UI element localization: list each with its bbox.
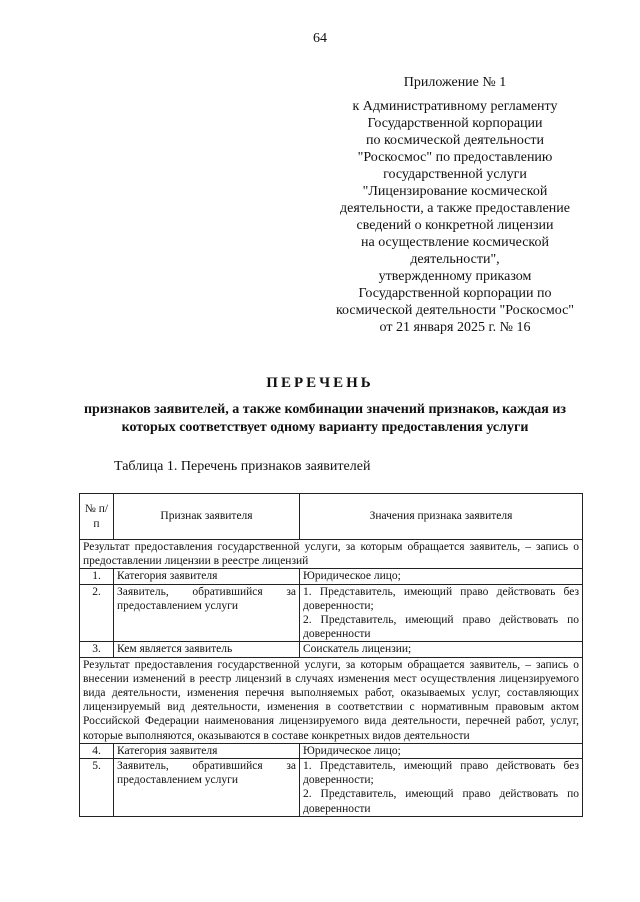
table-row (80, 759, 583, 817)
appendix-line: сведений о конкретной лицензии (356, 218, 554, 233)
applicant-signs-table (79, 493, 583, 817)
appendix-line: к Административному регламенту (352, 99, 558, 114)
row-value: Юридическое лицо; (300, 743, 583, 758)
row-sign: Заявитель, обратившийся за предоставлением услуги (114, 759, 300, 817)
table-header-row (80, 494, 583, 540)
header-sign: Признак заявителя (114, 494, 300, 540)
appendix-line: от 21 января 2025 г. № 16 (379, 320, 531, 335)
appendix-line: "Роскосмос" по предоставлению (357, 150, 553, 165)
appendix-line: космической деятельности "Роскосмос" (335, 303, 575, 318)
row-number: 4. (80, 743, 114, 758)
document-subheading: признаков заявителей, а также комбинации значений признаков, каждая из которых соответствует одному варианту предоставления услуги (83, 402, 567, 435)
row-value: Соискатель лицензии; (300, 642, 583, 657)
row-values (300, 584, 583, 642)
appendix-text (300, 98, 610, 336)
header-values: Значения признака заявителя (300, 494, 583, 540)
row-sign: Заявитель, обратившийся за предоставлением услуги (114, 584, 300, 642)
row-number: 1. (80, 569, 114, 584)
row-value: 2. Представитель, имеющий право действовать по доверенности (303, 788, 579, 815)
appendix-line: деятельности", (410, 252, 500, 267)
table-row (80, 584, 583, 642)
row-values (300, 759, 583, 817)
section-row (80, 657, 583, 743)
section-text: Результат предоставления государственной услуги, за которым обращается заявитель, – запись о внесении изменений в реестр лицензий в случаях изменения мест осуществления лицензируемого вида деятельности, изменения перечня выполняемых работ, оказываемых услуг, составляющих лицензируемый вид деятельности, изменения в соответствии с нормативным правовым актом Российской Федерации наименования лицензируемого вида деятельности, перечней работ, услуг, которые выполняются, оказываются в составе конкретных видов деятельности (80, 657, 583, 743)
table-row (80, 569, 583, 584)
row-number: 3. (80, 642, 114, 657)
row-value: 2. Представитель, имеющий право действовать по доверенности (303, 614, 579, 641)
table-row (80, 642, 583, 657)
row-number: 5. (80, 759, 114, 817)
row-value: 1. Представитель, имеющий право действовать без доверенности; (303, 760, 579, 787)
appendix-line: на осуществление космической (361, 235, 549, 250)
row-number: 2. (80, 584, 114, 642)
row-sign: Категория заявителя (114, 569, 300, 584)
appendix-line: государственной услуги (383, 167, 527, 182)
appendix-line: Государственной корпорации (367, 116, 543, 131)
page-number: 64 (313, 31, 327, 46)
header-number: № п/п (80, 494, 114, 540)
row-sign: Кем является заявитель (114, 642, 300, 657)
row-value: Юридическое лицо; (300, 569, 583, 584)
appendix-line: по космической деятельности (365, 133, 545, 148)
appendix-line: утвержденному приказом (378, 269, 532, 284)
appendix-line: "Лицензирование космической (362, 184, 548, 199)
section-row (80, 540, 583, 569)
table-row (80, 743, 583, 758)
appendix-line: Государственной корпорации по (358, 286, 552, 301)
appendix-line: деятельности, а также предоставление (340, 201, 570, 216)
row-sign: Категория заявителя (114, 743, 300, 758)
row-value: 1. Представитель, имеющий право действовать без доверенности; (303, 585, 579, 612)
document-heading: ПЕРЕЧЕНЬ (266, 375, 374, 391)
appendix-title: Приложение № 1 (403, 75, 507, 90)
section-text: Результат предоставления государственной услуги, за которым обращается заявитель, – запись о предоставлении лицензии в реестре лицензий (80, 540, 583, 569)
table-caption: Таблица 1. Перечень признаков заявителей (114, 459, 371, 474)
